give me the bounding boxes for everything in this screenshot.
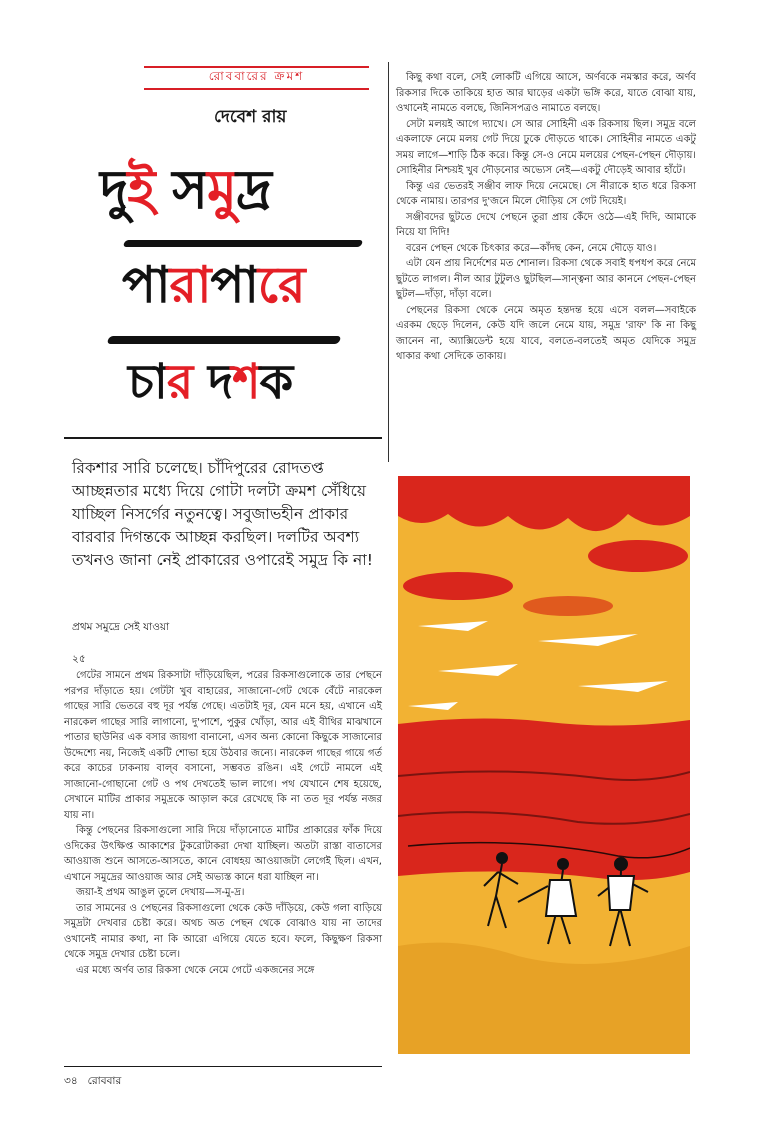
right-body-text	[396, 70, 696, 365]
chapter-number: ২৫	[72, 653, 86, 665]
title-fragment: ক	[259, 354, 293, 410]
title-fragment: স	[154, 157, 207, 221]
title-line-1	[100, 157, 271, 221]
page-footer	[64, 1074, 121, 1091]
magazine-name: রোববার	[87, 1075, 122, 1087]
title-fragment: দু	[100, 157, 128, 221]
body-paragraph: এর মধ্যে অর্ণব তার রিকসা থেকে নেমে গেটে একজনের সঙ্গে	[76, 964, 315, 976]
section-subhead: প্রথম সমুদ্রে সেই যাওয়া	[72, 621, 170, 633]
column-divider	[388, 62, 389, 462]
title-fragment: রা	[169, 255, 211, 314]
title-fragment: র	[166, 354, 193, 410]
illustration-sea-figures	[398, 476, 690, 1054]
body-paragraph: কিন্তু এর ভেতরই সঞ্জীব লাফ দিয়ে নেমেছে। সে নীরাকে হাত ধরে রিকসা থেকে নামায়। তারপর দু'জনে মিলে দৌড়িয় সে গেট দিয়েই।	[396, 180, 696, 207]
series-label: রোববারের ক্রমশ	[144, 66, 369, 90]
intro-paragraph: রিকশার সারি চলেছে। চাঁদিপুরের রোদতপ্ত আচ্ছন্নতার মধ্যে দিয়ে গোটা দলটা ক্রমশ সেঁধিয়ে যাচ্ছিল নিসর্গের নতুনত্বে। সবুজাভহীন প্রাকার বারবার দিগন্তকে আচ্ছন্ন করছিল। দলটির অবশ্য তখনও জানা নেই প্রাকারের ওপারেই সমুদ্র কি না!	[72, 459, 373, 569]
body-paragraph: কিছু কথা বলে, সেই লোকটি এগিয়ে আসে, অর্ণবকে নমস্কার করে, অর্ণব রিকসার দিকে তাকিয়ে হাত আর ঘাড়ের একটা ভঙ্গি করে, যাতে বোঝা যায়, ওখানেই নামতে বলছে, জিনিসপত্রও নামাতে বলছে।	[396, 72, 696, 114]
title-fragment: পা	[210, 255, 258, 314]
title-fragment: মু	[206, 157, 236, 221]
page-number: ৩৪	[64, 1075, 78, 1087]
title-line-3	[128, 354, 293, 410]
title-fragment: পা	[122, 255, 170, 314]
body-paragraph: জয়া-ই প্রথম আঙুল তুলে দেখায়—স-মু-দ্র।	[76, 887, 245, 898]
title-fragment: ই	[127, 157, 155, 221]
left-body-text	[64, 668, 382, 978]
title-fragment: চা	[128, 354, 167, 410]
author-name: দেবেশ রায়	[214, 107, 287, 127]
body-paragraph: এটা যেন প্রায় নির্দেশের মত শোনাল। রিকসা থেকে সবাই ধপধপ করে নেমে ছুটতে লাগল। নীল আর টুটুলও ছুটছিল—সান্ত্বনা আর কাননে পেছন-পেছন ছুটল—দাঁড়া, দাঁড়া বলে।	[396, 258, 696, 300]
body-paragraph: গেটের সামনে প্রথম রিকসাটা দাঁড়িয়েছিল, পরের রিকসাগুলোকে তার পেছনে পরপর দাঁড়াতে হয়। গেটটা খুব বাহারের, সাজানো-গেট থেকে বেঁটে নারকেল গাছের সারি ভেতরে বহু দূর পর্যন্ত গেছে। এতটাই দূর, যেন মনে হয়, এখানে এই নারকেল গাছের সারি লাগানো, দু'পাশে, পুকুর খোঁড়া, আর এই বীথির মাঝখানে পাতার ছাউনির এক বসার জায়গা বানানো, এসব অন্য কোনো কিছুকে সাজানোর উদ্দেশ্যে নয়, নিজেই একটি শোভা হয়ে উঠবার জন্যে। নারকেল গাছের গায়ে গর্ত করে কাচের ঢাকনায় বাল্‌ব বসানো, সম্ভবত রঙিন। এই গেটে নামলে এই সাজানো-গোছানো গেট ও পথ দেখতেই ভাল লাগে। পথ যেখানে শেষ হয়েছে, সেখানে মাটির প্রাকার সমুদ্রকে আড়াল করে রেখেছে কি না তত দূর পর্যন্ত নজর যায় না।	[64, 670, 382, 821]
section-divider	[64, 437, 382, 439]
title-fragment: দ্র	[235, 157, 271, 221]
body-paragraph: বরেন পেছন থেকে চিৎকার করে—কাঁদছ কেন, নেমে দৌড়ে যাও।	[406, 242, 657, 254]
brush-stroke-divider	[107, 336, 342, 344]
body-paragraph: পেছনের রিকসা থেকে নেমে অমৃত হন্তদন্ত হয়ে এসে বলল—সবাইকে এরকম ছেড়ে দিলেন, কেউ যদি জলে নেমে যায়, সমুদ্র 'রাফ' কি না কিছু জানেন না, অ্যাক্সিডেন্ট হয়ে যাবে, বলতে-বলতেই অমৃত যেদিকে সমুদ্র থাকার কথা সেদিকে তাকায়।	[396, 304, 696, 362]
body-paragraph: সঞ্জীবদের ছুটতে দেখে পেছনে তুরা প্রায় কেঁদে ওঠে—এই দিদি, আমাকে নিয়ে যা দিদি!	[396, 211, 696, 238]
body-paragraph: তার সামনের ও পেছনের রিকসাগুলো থেকে কেউ দাঁড়িয়ে, কেউ গলা বাড়িয়ে সমুদ্রটা দেখবার চেষ্টা করে। অথচ অত পেছন থেকে বোঝাও যায় না তাদের ওখানেই নামার কথা, না কি আরো এগিয়ে যেতে হবে। ফলে, কিছুক্ষণ রিকসা থেকে সমুদ্র দেখার চেষ্টা চলে।	[64, 902, 382, 960]
brush-stroke-divider	[123, 240, 364, 247]
body-paragraph: কিন্তু পেছনের রিকসাগুলো সারি দিয়ে দাঁড়ানোতে মাটির প্রাকারের ফাঁক দিয়ে ওদিকের উৎক্ষিপ্ত আকাশের টুকরোটাকরা দেখা যাচ্ছিল। অতটা রাস্তা বাতাসের আওয়াজ শুনে আসতে-আসতে, কানে বোধহয় আওয়াজটা লেগেই ছিল। এখন, এখানে সমুদ্রের আওয়াজ আর সেই অভ্যস্ত কানে ধরা যাচ্ছিল না।	[64, 825, 382, 883]
body-paragraph: সেটা মলয়ই আগে দ্যাখে। সে আর সোহিনী এক রিকসায় ছিল। সমুদ্র বলে একলাফে নেমে মলয় গেট দিয়ে ঢুকে দৌড়তে থাকে। সোহিনীর নামতে একটু সময় লাগে—শাড়ি ঠিক করে। কিন্তু সে-ও নেমে মলয়ের পেছন-পেছন দৌড়ায়। সোহিনীর নিশ্চয়ই খুব দৌড়নোর অভ্যেস নেই—একটু দৌড়েই আবার হাঁটে।	[396, 118, 696, 176]
title-fragment: রে	[257, 255, 305, 314]
title-fragment: দ	[192, 354, 233, 410]
title-fragment: শ	[232, 354, 260, 410]
footer-rule	[64, 1066, 382, 1067]
title-line-2	[122, 255, 305, 314]
